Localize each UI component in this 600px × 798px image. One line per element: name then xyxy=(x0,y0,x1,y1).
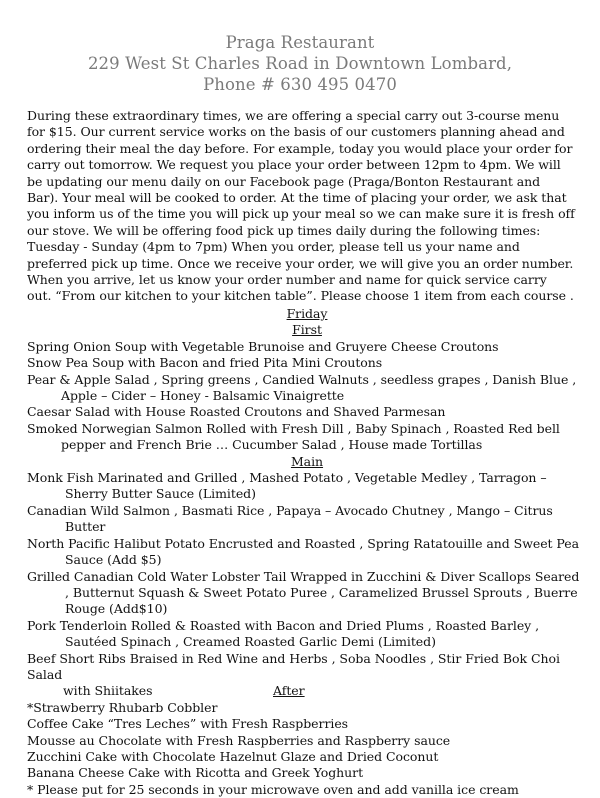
menu-item: North Pacific Halibut Potato Encrusted and Roasted , Spring Ratatouille and Sweet Pea Sauce (Add $5) xyxy=(27,535,579,568)
footnote: * Please put for 25 seconds in your microwave oven and add vanilla ice cream xyxy=(27,781,519,797)
restaurant-address: 229 West St Charles Road in Downtown Lombard, xyxy=(87,54,513,73)
intro-paragraph: During these extraordinary times, we are offering a special carry out 3-course menu for $15. Our current service works on the basis of our customers planning ahead and ordering their meal the day before. For example, today you would place your order for carry out tomorrow. We request you place your order between 12pm to 4pm. We will be updating our menu daily on our Facebook page (Praga/Bonton Restaurant and Bar). Your meal will be cooked to order. At the time of placing your order, we ask that you inform us of the time you will pick up your meal so we can make sure it is fresh off our stove. We will be offering food pick up times daily during the following times: Tuesday - Sunday (4pm to 7pm) When you order, please tell us your name and preferred pick up time. Once we receive your order, we will give you an order number. When you arrive, let us know your order number and name for quick service carry out. “From our kitchen to your kitchen table”. Please choose 1 item from each course . xyxy=(27,108,575,304)
menu-item: Beef Short Ribs Braised in Red Wine and Herbs , Soba Noodles , Stir Fried Bok Choi Salad xyxy=(27,650,560,682)
dessert-item: *Strawberry Rhubarb Cobbler xyxy=(27,699,218,715)
menu-item: Monk Fish Marinated and Grilled , Mashed Potato , Vegetable Medley , Tarragon – Sherry Butter Sauce (Limited) xyxy=(27,470,547,502)
menu xyxy=(27,306,587,798)
dessert-item: Mousse au Chocolate with Fresh Raspberries and Raspberry sauce xyxy=(27,732,451,748)
restaurant-name: Praga Restaurant xyxy=(225,33,375,52)
first-course-heading: First xyxy=(292,322,322,338)
menu-item: Snow Pea Soup with Bacon and fried Pita Mini Croutons xyxy=(27,355,383,371)
menu-item-continuation xyxy=(27,683,587,699)
dessert-item: Zucchini Cake with Chocolate Hazelnut Glaze and Dried Coconut xyxy=(27,748,439,764)
menu-item: Smoked Norwegian Salmon Rolled with Fresh Dill , Baby Spinach , Roasted Red bell pepper and French Brie … Cucumber Salad , House made Tortillas xyxy=(27,420,560,453)
menu-item-continued-text: with Shiitakes xyxy=(63,683,153,699)
restaurant-header xyxy=(0,32,600,95)
menu-item: Grilled Canadian Cold Water Lobster Tail Wrapped in Zucchini & Diver Scallops Seared , Butternut Squash & Sweet Potato Puree , Caramelized Brussel Sprouts , Buerre Rouge (Add$10) xyxy=(27,568,580,617)
dessert-item: Banana Cheese Cake with Ricotta and Greek Yoghurt xyxy=(27,765,364,781)
menu-day-heading: Friday xyxy=(286,306,328,321)
menu-item: Pear & Apple Salad , Spring greens , Candied Walnuts , seedless grapes , Danish Blue , Apple – Cider – Honey - Balsamic Vinaigrette xyxy=(27,371,577,404)
menu-item: Pork Tenderloin Rolled & Roasted with Bacon and Dried Plums , Roasted Barley , Sautéed Spinach , Creamed Roasted Garlic Demi (Limited) xyxy=(27,617,540,650)
restaurant-phone: Phone # 630 495 0470 xyxy=(203,75,397,94)
after-course-heading: After xyxy=(273,683,305,699)
dessert-item: Coffee Cake “Tres Leches” with Fresh Raspberries xyxy=(27,716,349,732)
menu-item: Canadian Wild Salmon , Basmati Rice , Papaya – Avocado Chutney , Mango – Citrus Butter xyxy=(27,502,553,535)
main-course-heading: Main xyxy=(290,453,324,469)
menu-item: Caesar Salad with House Roasted Croutons and Shaved Parmesan xyxy=(27,404,446,420)
menu-item: Spring Onion Soup with Vegetable Brunoise and Gruyere Cheese Croutons xyxy=(27,338,499,354)
